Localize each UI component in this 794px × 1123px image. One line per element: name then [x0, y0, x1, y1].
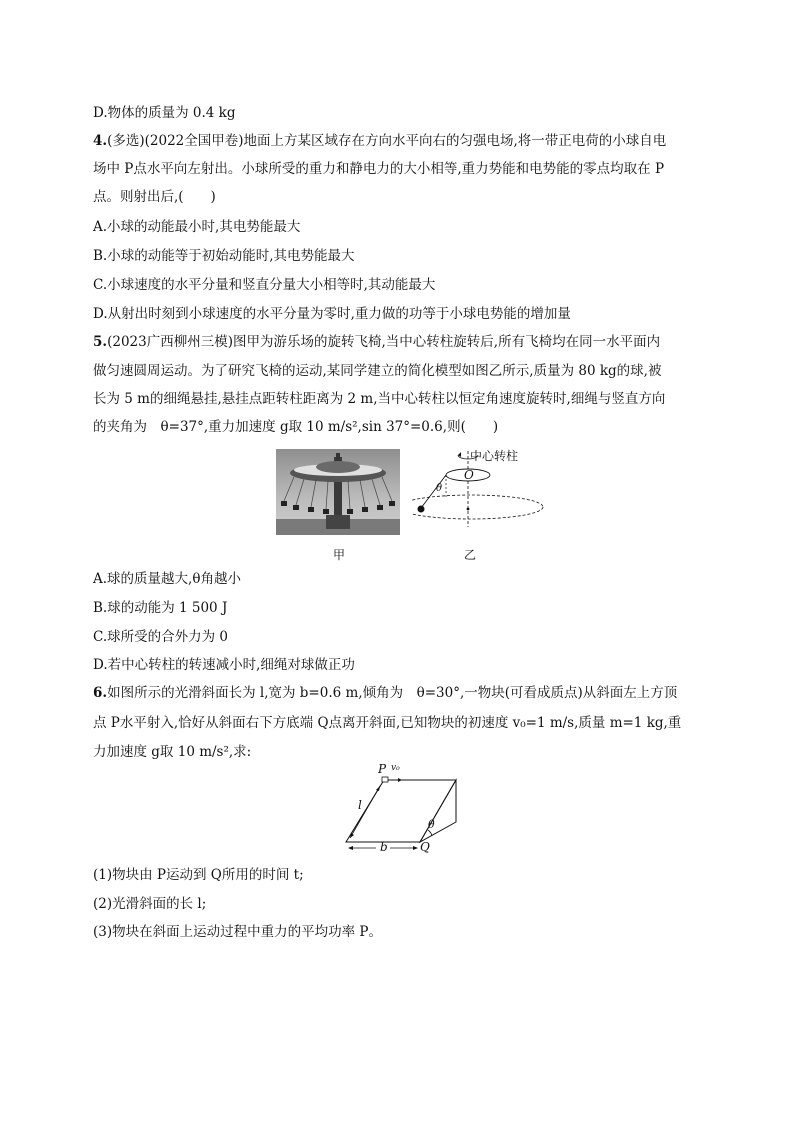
- label-l: l: [358, 798, 362, 812]
- question-4-stem-line-3: 点。则射出后,( ): [93, 189, 216, 205]
- question-6-text: 如图所示的光滑斜面长为 l,宽为 b=0.6 m,倾角为 θ=30°,一物块(可看成质点)从斜面左上方顶: [107, 685, 678, 701]
- question-5-text: (2023广西柳州三模)图甲为游乐场的旋转飞椅,当中心转柱旋转后,所有飞椅均在同一水平面内: [107, 334, 661, 350]
- label-p: P: [378, 762, 387, 776]
- swing-ride-photo: [276, 449, 400, 535]
- question-4-number: 4.: [93, 133, 108, 149]
- question-3-option-d: D.物体的质量为 0.4 kg: [93, 105, 236, 121]
- inclined-plane-diagram: [336, 762, 466, 858]
- question-4-option-c: C.小球速度的水平分量和竖直分量大小相等时,其动能最大: [93, 277, 436, 293]
- question-6-part-2: (2)光滑斜面的长 l;: [93, 896, 207, 912]
- question-4-option-d: D.从射出时刻到小球速度的水平分量为零时,重力做的功等于小球电势能的增加量: [93, 306, 571, 322]
- question-5-stem-line-2: 做匀速圆周运动。为了研究飞椅的运动,某同学建立的简化模型如图乙所示,质量为 80 kg的球,被: [93, 363, 662, 379]
- question-4-option-b: B.小球的动能等于初始动能时,其电势能最大: [93, 248, 355, 264]
- question-5-option-b: B.球的动能为 1 500 J: [93, 600, 228, 616]
- question-5-option-d: D.若中心转柱的转速减小时,细绳对球做正功: [93, 657, 355, 673]
- question-5-stem-line-4: 的夹角为 θ=37°,重力加速度 g取 10 m/s²,sin 37°=0.6,则( ): [93, 419, 499, 435]
- question-5-number: 5.: [93, 334, 108, 350]
- label-q: Q: [420, 840, 430, 854]
- figure-caption-jia: 甲: [333, 548, 346, 562]
- question-5-stem-line-3: 长为 5 m的细绳悬挂,悬挂点距转柱距离为 2 m,当中心转柱以恒定角速度旋转时,细绳与竖直方向: [93, 391, 666, 407]
- label-theta: θ: [436, 483, 443, 494]
- label-v0: v₀: [391, 763, 400, 773]
- question-6-part-3: (3)物块在斜面上运动过程中重力的平均功率 P。: [93, 924, 382, 940]
- question-6-part-1: (1)物块由 P运动到 Q所用的时间 t;: [93, 867, 304, 883]
- label-center-pillar: 中心转柱: [470, 449, 519, 463]
- question-4-stem-line-1: [93, 132, 666, 150]
- label-o: O: [464, 468, 474, 482]
- label-b: b: [380, 840, 388, 854]
- question-4-option-a: A.小球的动能最小时,其电势能最大: [93, 219, 301, 235]
- figure-caption-yi: 乙: [464, 548, 477, 562]
- question-5-option-a: A.球的质量越大,θ角越小: [93, 571, 241, 587]
- question-6-stem-line-2: 点 P水平射入,恰好从斜面右下方底端 Q点离开斜面,已知物块的初速度 v₀=1 m/s,质量 m=1 kg,重: [93, 715, 682, 731]
- question-5-option-c: C.球所受的合外力为 0: [93, 629, 229, 645]
- swing-model-diagram: [412, 443, 552, 543]
- question-4-stem-line-2: 场中 P点水平向左射出。小球所受的重力和静电力的大小相等,重力势能和电势能的零点均取在 P: [93, 161, 665, 177]
- question-6-stem-line-1: [93, 684, 677, 702]
- question-5-stem-line-1: [93, 333, 660, 351]
- question-6-stem-line-3: 力加速度 g取 10 m/s²,求:: [93, 744, 252, 760]
- question-6-number: 6.: [93, 685, 108, 701]
- label-theta-6: θ: [428, 818, 435, 831]
- question-4-text: (多选)(2022全国甲卷)地面上方某区域存在方向水平向右的匀强电场,将一带正电荷的小球自电: [107, 133, 667, 149]
